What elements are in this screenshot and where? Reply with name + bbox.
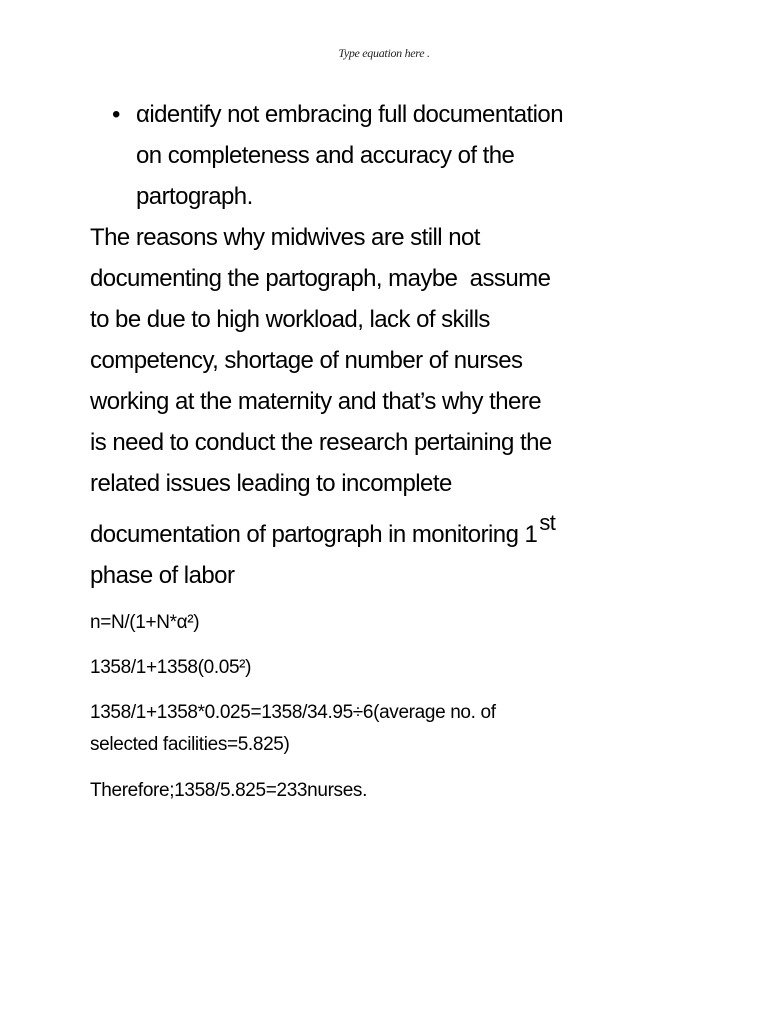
paragraph-line-superscript — [90, 510, 680, 555]
superscript-base-text: documentation of partograph in monitoring 1 — [90, 521, 538, 548]
paragraph-line: to be due to high workload, lack of skills — [90, 306, 490, 333]
paragraph-line: The reasons why midwives are still not — [90, 224, 480, 251]
bullet-symbol: • — [112, 101, 121, 128]
bullet-line: αidentify not embracing full documentation — [136, 101, 564, 128]
calculation-step-2-line: 1358/1+1358*0.025=1358/34.95÷6(average no. of — [90, 702, 496, 723]
equation-placeholder: Type equation here . — [338, 46, 430, 60]
paragraph-line: phase of labor — [90, 562, 235, 589]
paragraph-line: is need to conduct the research pertaining the — [90, 429, 552, 456]
calculation-step-2-line: selected facilities=5.825) — [90, 734, 290, 755]
bullet-line: on completeness and accuracy of the — [136, 142, 515, 169]
calculation-result: Therefore;1358/5.825=233nurses. — [90, 780, 367, 801]
bullet-text — [136, 94, 696, 217]
paragraph-line: competency, shortage of number of nurses — [90, 347, 523, 374]
superscript-text: st — [539, 510, 556, 535]
calculation-step-1: 1358/1+1358(0.05²) — [90, 657, 252, 678]
paragraph-line: working at the maternity and that’s why there — [90, 388, 542, 415]
paragraph-line: related issues leading to incomplete — [90, 470, 452, 497]
body-paragraph — [90, 217, 680, 596]
bullet-line: partograph. — [136, 183, 253, 210]
calculation-step-2 — [90, 697, 690, 761]
paragraph-line: documenting the partograph, maybe assume — [90, 265, 551, 292]
sample-size-formula: n=N/(1+N*α²) — [90, 612, 200, 633]
